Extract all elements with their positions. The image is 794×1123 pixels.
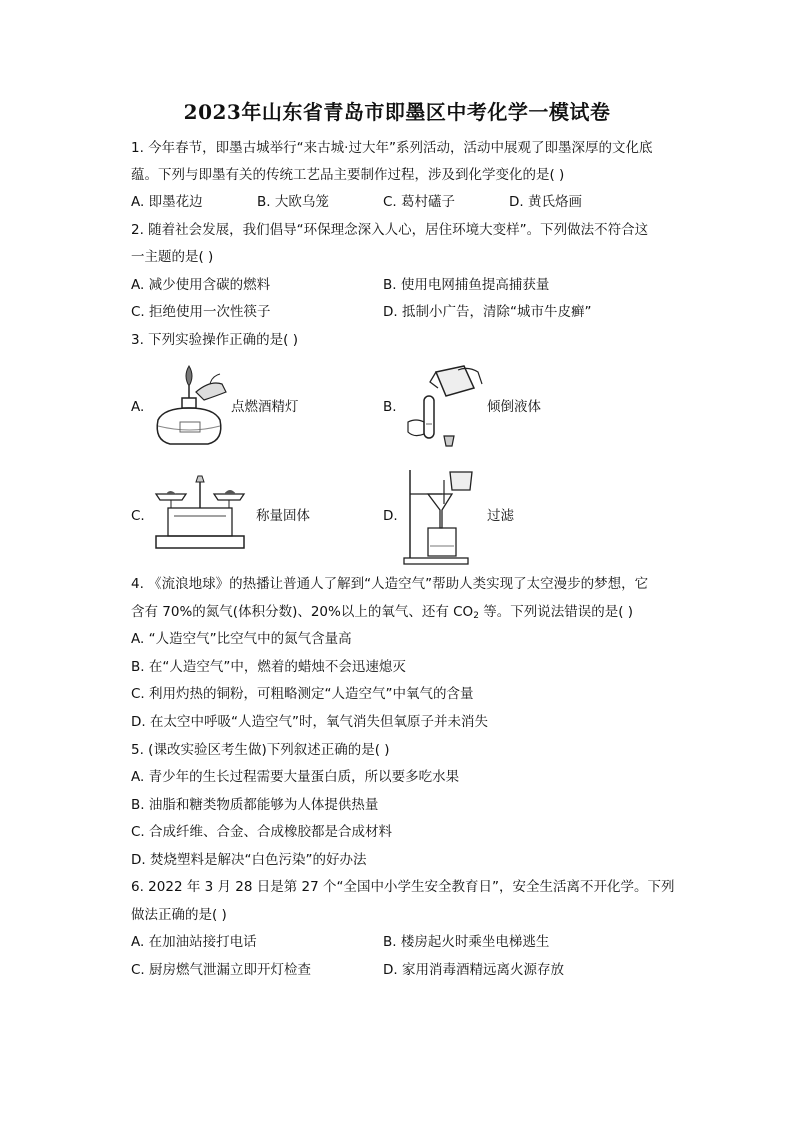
q6-option-d: D. 家用消毒酒精远离火源存放: [383, 962, 564, 978]
q4-option-a: A. “人造空气”比空气中的氮气含量高: [131, 631, 352, 647]
q2-line-1: 2. 随着社会发展，我们倡导“环保理念深入人心，居住环境大变样”。下列做法不符合这: [131, 222, 649, 238]
q5-line-1: 5. (课改实验区考生做)下列叙述正确的是( ): [131, 742, 390, 758]
q3-option-d: D.: [383, 508, 398, 524]
q5-option-d: D. 焚烧塑料是解决“白色污染”的好办法: [131, 852, 367, 868]
q3-caption-b: 倾倒液体: [487, 399, 541, 415]
q3-caption-c: 称量固体: [256, 508, 310, 524]
alcohol-lamp-figure: [150, 362, 230, 450]
balance-scale-figure: [150, 472, 250, 552]
q5-option-b: B. 油脂和糖类物质都能够为人体提供热量: [131, 797, 379, 813]
q3-option-a: A.: [131, 399, 145, 415]
q5-option-c: C. 合成纤维、合金、合成橡胶都是合成材料: [131, 824, 393, 840]
q4-option-d: D. 在太空中呼吸“人造空气”时，氧气消失但氧原子并未消失: [131, 714, 488, 730]
q1-option-d: D. 黄氏烙画: [509, 194, 582, 210]
q4-line-2-end: 等。下列说法错误的是( ): [478, 604, 634, 620]
q1-line-2: 蕴。下列与即墨有关的传统工艺品主要制作过程，涉及到化学变化的是( ): [131, 167, 565, 183]
q2-option-a: A. 减少使用含碳的燃料: [131, 277, 271, 293]
q4-option-b: B. 在“人造空气”中，燃着的蜡烛不会迅速熄灭: [131, 659, 406, 675]
q4-line-2-start: 含有 70%的氮气(体积分数)、20%以上的氧气、还有 CO: [131, 604, 474, 620]
q3-line-1: 3. 下列实验操作正确的是( ): [131, 332, 298, 348]
q2-option-b: B. 使用电网捕鱼提高捕获量: [383, 277, 550, 293]
pouring-liquid-figure: [402, 362, 484, 450]
co2-subscript: 2: [473, 611, 479, 621]
q2-option-d: D. 抵制小广告，清除“城市牛皮癣”: [383, 304, 592, 320]
q4-line-1: 4. 《流浪地球》的热播让普通人了解到“人造空气”帮助人类实现了太空漫步的梦想，它: [131, 576, 649, 592]
q6-line-1: 6. 2022 年 3 月 28 日是第 27 个“全国中小学生安全教育日”，安全生活离不开化学。下列: [131, 879, 675, 895]
q3-caption-d: 过滤: [487, 508, 514, 524]
q3-caption-a: 点燃酒精灯: [231, 399, 299, 415]
q1-line-1: 1. 今年春节，即墨古城举行“来古城·过大年”系列活动，活动中展观了即墨深厚的文化底: [131, 140, 653, 156]
q6-line-2: 做法正确的是( ): [131, 907, 227, 923]
q6-option-b: B. 楼房起火时乘坐电梯逃生: [383, 934, 550, 950]
q6-option-a: A. 在加油站接打电话: [131, 934, 257, 950]
q3-option-b: B.: [383, 399, 397, 415]
q3-option-c: C.: [131, 508, 145, 524]
q1-option-b: B. 大欧乌笼: [257, 194, 329, 210]
q1-option-a: A. 即墨花边: [131, 194, 203, 210]
exam-title: 2023年山东省青岛市即墨区中考化学一模试卷: [183, 100, 611, 124]
q2-line-2: 一主题的是( ): [131, 249, 214, 265]
q4-option-c: C. 利用灼热的铜粉，可粗略测定“人造空气”中氧气的含量: [131, 686, 474, 702]
filtration-figure: [398, 466, 480, 566]
q2-option-c: C. 拒绝使用一次性筷子: [131, 304, 271, 320]
q6-option-c: C. 厨房燃气泄漏立即开灯检查: [131, 962, 312, 978]
q4-line-2: [131, 603, 633, 625]
q5-option-a: A. 青少年的生长过程需要大量蛋白质，所以要多吃水果: [131, 769, 460, 785]
q1-option-c: C. 葛村礚子: [383, 194, 456, 210]
